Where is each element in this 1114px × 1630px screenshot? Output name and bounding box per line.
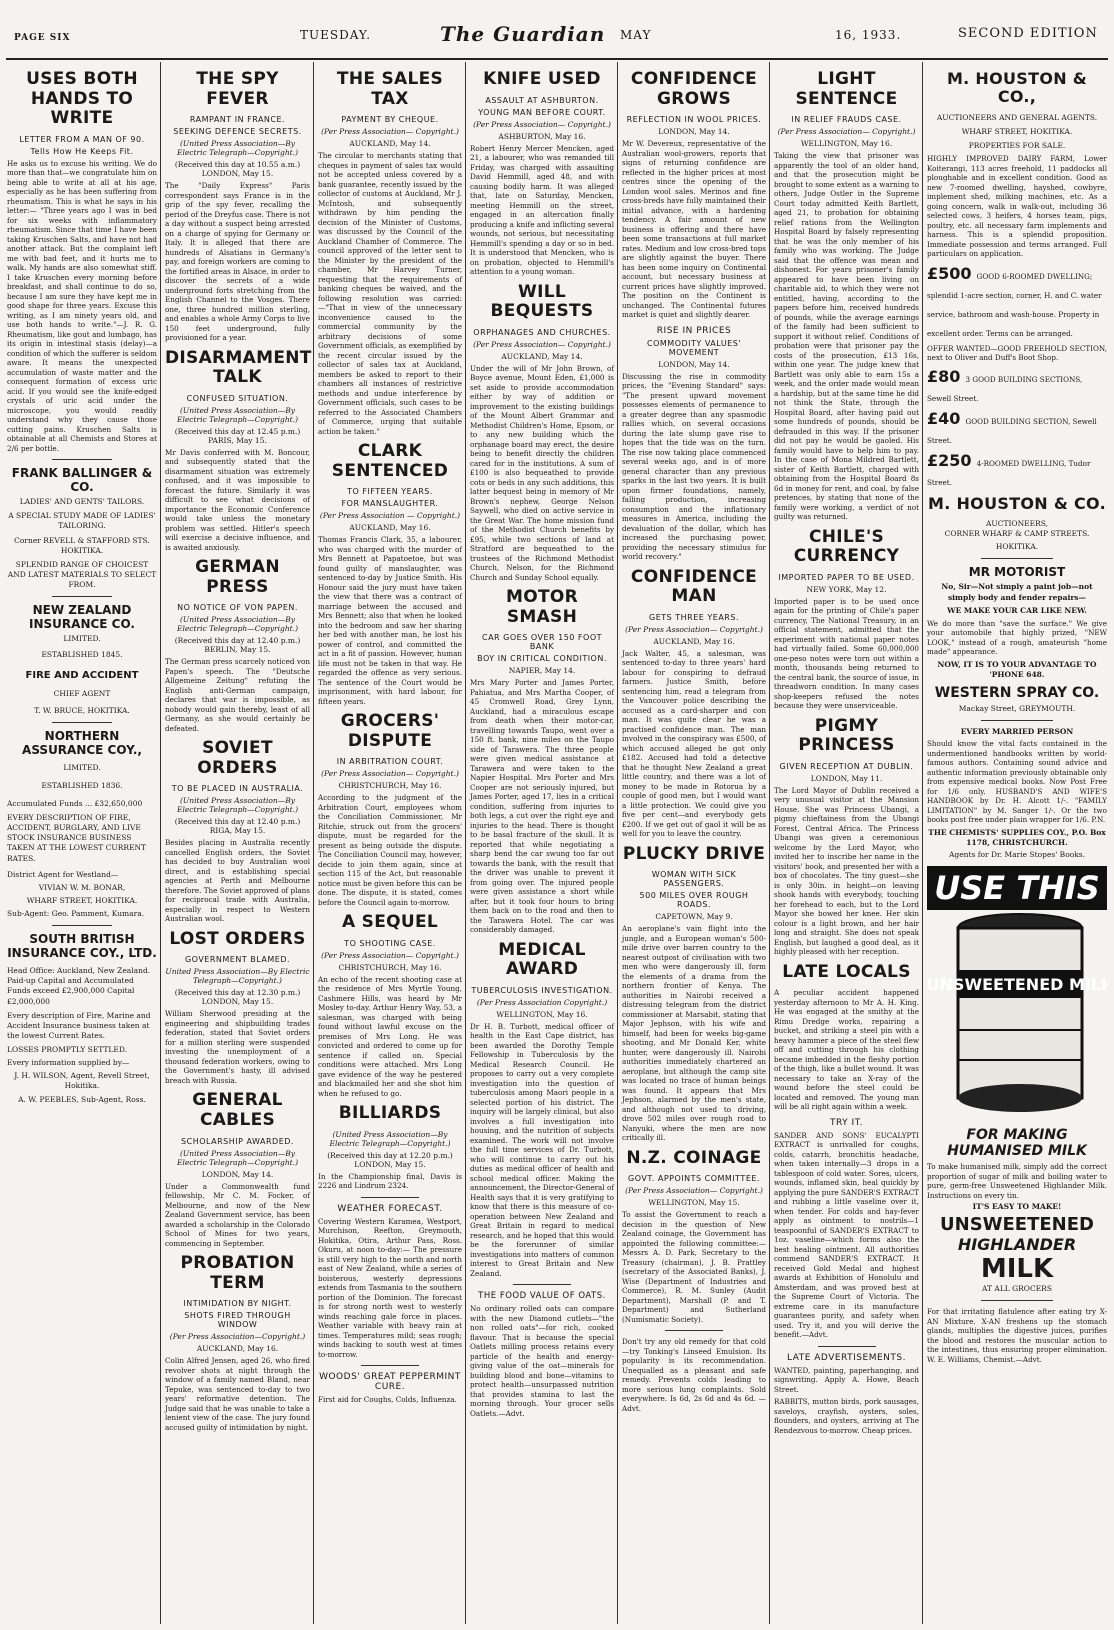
dateline: (Received this day at 12.45 p.m.) PARIS, May 15.: [174, 426, 301, 445]
article-body: Imported paper is to be used once again for the printing of Chile's paper currency, The National Treasury, in an official statement, admitted that the experiment with national paper notes had virtually failed. Some 60,000,000 one-peso notes were torn out within a month, thousands being returned to the central bank, the source of issue, in threadworn condition. In many cases shop-keepers refused the notes because they were unserviceable.: [774, 596, 919, 711]
subheading: WOMAN WITH SICK PASSENGERS.: [651, 870, 737, 889]
headline: CLARK SENTENCED: [331, 441, 449, 481]
masthead-month: MAY: [620, 28, 652, 42]
masthead-day: TUESDAY.: [300, 28, 372, 42]
subheading: PAYMENT BY CHEQUE.: [341, 115, 439, 125]
headline: LIGHT SENTENCE: [795, 69, 898, 109]
ad-line: WE MAKE YOUR CAR LIKE NEW.: [947, 605, 1087, 615]
subheading: REFLECTION IN WOOL PRICES.: [626, 115, 762, 125]
headline: BILLIARDS: [338, 1103, 442, 1124]
credit: (Per Press Association— Copyright.): [321, 769, 459, 779]
headline: THE SPY FEVER: [196, 69, 279, 109]
ad-line: EVERY DESCRIPTION OF FIRE, ACCIDENT, BURGLARY, AND LIVE STOCK INSURANCE BUSINESS TAKEN AT THE LOWEST CURRENT RATES.: [7, 813, 147, 863]
ad-line: THE CHEMISTS' SUPPLIES COY., P.O. Box 1178, CHRISTCHURCH.: [928, 827, 1106, 847]
subheading: SEEKING DEFENCE SECRETS.: [173, 127, 302, 137]
subheading: WOODS' GREAT PEPPERMINT CURE.: [319, 1372, 461, 1393]
credit: (United Press Association—By Electric Telegraph—Copyright.): [176, 796, 298, 815]
subheading: SHOTS FIRED THROUGH WINDOW: [184, 1311, 291, 1330]
separator: [818, 1346, 876, 1347]
dateline: AUCKLAND, May 16.: [196, 1344, 279, 1354]
ad-line: ESTABLISHED 1836.: [41, 780, 123, 790]
column-2: [162, 64, 313, 1624]
headline: PIGMY PRINCESS: [798, 715, 895, 756]
subheading: TO FIFTEEN YEARS.: [347, 487, 433, 497]
credit: (Per Press Association— Copyright.): [473, 119, 611, 129]
column-5: [619, 64, 769, 1624]
credit: (Per Press Association— Copyright.): [321, 950, 459, 960]
article-body: Covering Western Karamea, Westport, Murchison, Reefton, Greymouth, Hokitika, Otira, Arthur Pass, Ross. Okuru, at noon to-day:— The pressure is still very high to the north and north east of New Zealand, while a series of boisterous, westerly depressions extends from Tasmania to the southern portion of the Dominion. The forecast is for strong north west to westerly winds reaching gale force in places. Weather variable with heavy rain at times. Temperatures mild; seas rough; winds backing to south west at times to-morrow.: [318, 1216, 462, 1359]
ad-line: Every information supplied by—: [7, 1058, 130, 1068]
separator: [52, 925, 112, 926]
subheading: RISE IN PRICES: [656, 325, 732, 336]
column-divider: [160, 62, 161, 1624]
ad-line: Every description of Fire, Marine and Accident Insurance business taken at the lowest Current Rates.: [7, 1010, 151, 1040]
column-divider: [769, 62, 770, 1624]
ad-line: LIMITED.: [63, 634, 101, 644]
ad-line: WHARF STREET, HOKITIKA.: [961, 126, 1073, 136]
masthead-date: 16, 1933.: [835, 28, 902, 42]
dateline: (Received this day at 10.55 a.m.) LONDON, May 15.: [174, 160, 301, 179]
separator: [361, 1365, 419, 1366]
edition-label: SECOND EDITION: [958, 26, 1098, 41]
article-body: Under a Commonwealth fund fellowship, Mr C. M. Focker, of Melbourne, and now of the New Zealand Government service, has been awarded a scholarship in the Colorado School of Mines for two years, commencing in September.: [165, 1181, 310, 1248]
listing-text: GOOD 6-ROOMED DWELLING; splendid 1-acre section, corner, H. and C. water service, bathroom and wash-house. Property in excellent order. Terms can be arranged.: [927, 271, 1102, 338]
article-body: The German press scarcely noticed von Papen's speech. The "Deutsche Allgemeine Zeitung" refuting the English anti-German campaign, declares that war is impossible, as nobody would gain thereby, least of all Germany, as she would certainly be defeated.: [165, 657, 310, 733]
subheading: YOUNG MAN BEFORE COURT.: [478, 107, 606, 117]
classified-ad: RABBITS, mutton birds, pork sausages, saveloys, crayfish, oysters, soles, flounders, and oysters, arriving at The Rendezvous to-morrow. Cheap prices.: [774, 1397, 919, 1435]
article-body: SANDER AND SONS' EUCALYPTI EXTRACT is unrivalled for coughs, colds, catarrh, bronchitis headache, when taken internally—3 drops in a tablespoon of cold water. Sores, ulcers, wounds, inflamed skin, heal quickly by applying the pure SANDER'S EXTRACT and rubbing a little vaseline over it, when tender. For colds and hay-fever apply as ointment to nostrils—1 teaspoonful of SANDER'S EXTRACT to 1oz. vaseline—which forms also the best healing ointment. All authorities commend SANDER'S EXTRACT. It received Gold Medal and highest awards at Exhibition of Honolulu and Amsterdam, and was proved best at the Supreme Court of Victoria. The extreme care in its manufacture guarantees purity, and safety when used. Try it, and you will derive the benefit.—Advt.: [774, 1130, 919, 1340]
separator: [665, 1330, 723, 1331]
ad-line: Accumulated Funds ... £32,650,000: [7, 798, 143, 808]
subheading: THE FOOD VALUE OF OATS.: [478, 1291, 606, 1302]
separator: [361, 1197, 419, 1198]
ad-line: A. W. PEEBLES, Sub-Agent, Ross.: [18, 1094, 146, 1104]
subheading: WEATHER FORECAST.: [337, 1203, 443, 1214]
credit: (Per Press Association—Copyright.): [169, 1332, 306, 1342]
ad-line: AUCTIONEERS,: [985, 519, 1048, 529]
headline: CONFIDENCE MAN: [630, 566, 758, 607]
credit: (United Press Association—By Electric Telegraph—Copyright.): [176, 1148, 298, 1167]
subheading: ORPHANAGES AND CHURCHES.: [473, 327, 611, 337]
ad-line: No, Sir—Not simply a paint job—not simply body and fender repairs—: [941, 582, 1093, 602]
headline: THE SALES TAX: [336, 69, 444, 109]
ad-heading: NORTHERN ASSURANCE COY.,: [22, 728, 142, 757]
credit: (United Press Association—By Electric Telegraph—Copyright.): [329, 1129, 451, 1148]
headline: SOVIET ORDERS: [197, 738, 278, 778]
column-divider: [313, 62, 314, 1624]
headline: GROCERS' DISPUTE: [340, 711, 440, 751]
subheading: 500 MILES OVER ROUGH ROADS.: [639, 891, 749, 910]
credit: (Per Press Association— Copyright.): [625, 624, 763, 634]
subheading: GOVT. APPOINTS COMMITTEE.: [628, 1174, 760, 1184]
listing-text: GOOD BUILDING SECTION, Sewell Street.: [927, 416, 1097, 445]
article-body: Jack Walter, 45, a salesman, was sentenced to-day to three years' hard labour for conspiring to defraud farmers. Justice Smith, before sentencing him, read a telegram from the Vancouver police describing the accused as a card-sharper and con man. It was quite clear he was a practised confidence man. The man involved in the conspiracy was £500, of which accused alleged he got only £182. Accused had told a detective that he thought New Zealand a great little country, and there was a lot of money to be made in Rotorua by a couple of good men, but I would want a little protection. We could give you five per cent—and everybody gets £200. If we get out of gaol it will be as well for you to leave the country.: [622, 648, 767, 839]
headline: CONFIDENCE GROWS: [630, 69, 758, 109]
headline: A SEQUEL: [341, 912, 439, 933]
ad-line: Corner REVELL & STAFFORD STS. HOKITIKA.: [14, 535, 150, 555]
dateline: (Received this day at 12.20 p.m.) LONDON, May 15.: [327, 1150, 453, 1169]
price: £250: [927, 450, 972, 470]
headline: LOST ORDERS: [169, 928, 306, 949]
subheading: RAMPANT IN FRANCE.: [189, 115, 286, 125]
dateline: CAPETOWN, May 9.: [655, 912, 733, 922]
article-body: The Lord Mayor of Dublin received a very unusual visitor at the Mansion House. She was Princess Ubangi, a pigmy chieftainess from the Ubangi Forest, Central Africa. The Princess Ubangi was given a ceremonious welcome by the Lord Mayor, who invited her to inscribe her name in the visitors' book, and presented her with a box of chocolates. The tiny guest—she is only 30in. in height—on leaving shook hands with everybody, touching her forehead to each, but to the Lord Mayor she bowed her knee. Her skin colour is a light brown, and her hair long and straight. She does not speak English, but laughed a good deal, as it highly pleased with her reception.: [774, 785, 919, 957]
article-body: Besides placing in Australia recently cancelled English orders, the Soviet has decided to buy Australian wool direct, and is establishing special agencies at Perth and Melbourne therefore. The Soviet approved of plans for reciprocal trade with Australia, especially in respect to Western Australian wool.: [165, 838, 310, 924]
classified-ad: WANTED, painting, paperhanging, and signwriting. Apply A. Howe, Beach Street.: [774, 1365, 919, 1394]
price: £40: [927, 408, 961, 428]
headline: PROBATION TERM: [180, 1253, 295, 1293]
headline: WILL BEQUESTS: [490, 281, 594, 322]
ad-banner: USE THIS: [934, 869, 1100, 908]
newspaper-title: The Guardian: [440, 22, 606, 46]
ad-body: HIGHLY IMPROVED DAIRY FARM, Lower Koiterangi, 113 acres freehold, 11 paddocks all ploughable and in excellent condition. Good as new 7-roomed dwelling, hayshed, cowbyre, implement shed, milking machines, etc. As a going concern, walk in walk-out, including 36 selected cows, 3 heifers, 4 horses team, pigs, poultry, etc. all necessary farm implements and harness. This is a splendid proposition. Immediate possession and terms arranged. Full particulars on application.: [927, 154, 1107, 259]
credit: (United Press Association—By Electric Telegraph—Copyright.): [176, 405, 298, 424]
article-body: Colin Alfred Jensen, aged 26, who fired revolver shots at night through the window of a family named Bland, near Tepuke, was sentenced to-day to two years' reformative detention. The Judge said that he was unable to take a lenient view of the case. The jury found accused guilty of intimidation by night.: [165, 1356, 310, 1432]
headline: N.Z. COINAGE: [626, 1147, 762, 1168]
masthead: [0, 0, 1114, 62]
article-body: A peculiar accident happened yesterday afternoon to Mr A. H. King. He was engaged at the smithy at the Rimu Dredge works, repairing a bucket, and striking a steel pin with a heavy hammer a piece of the steel flew off and cutting through his clothing became imbedded in the fleshy portion of the thigh, like a bullet wound. It was necessary to take an X-ray of the wound before the steel could be located and removed. The young man will be all right again within a week.: [774, 988, 919, 1112]
headline: CHILE'S CURRENCY: [793, 526, 900, 567]
dateline: LONDON, May 11.: [810, 773, 883, 783]
credit: (Per Press Association — Copyright.): [319, 511, 461, 521]
article-body: According to the judgment of the Arbitration Court, employees whom the Conciliation Commissioner, Mr Ritchie, struck out from the grocers' dispute, must be regarded for the present as being outside the dispute. The Conciliation Council may, however, decide to join them again, since at section 115 of the Act, but reasonable notice must be given before this can be done. The dispute, it is stated, comes before the Council again to-morrow.: [318, 793, 462, 907]
subheading: TO SHOOTING CASE.: [344, 938, 436, 948]
headline: MEDICAL AWARD: [498, 939, 586, 980]
headline: MOTOR SMASH: [505, 587, 578, 627]
article-body: William Sherwood presiding at the engineering and shipbuilding trades federation, stated that Soviet orders for a million sterling were suspended investing the unemployment of a thousand federation workers, owing to the Government's hasty, ill advised breach with Russia.: [165, 1009, 310, 1085]
credit: (Per Press Association— Copyright.): [777, 127, 916, 137]
article-body: Under the will of Mr John Brown, of Boyce avenue, Mount Eden, £1,000 is set aside to provide accommodation either by way of addition or improvement to the existing buildings of the Mount Albert Grammar and Methodist Children's Home, Epsom, or to any new building which the orphanage board may erect, the desire being to benefit directly the children cared for in the institutions. A sum of £100 is also bequeathed to provide cots or beds in any such additions, this latter bequest being in memory of Mr Brown's nephew, George Nelson Saywell, who died on active service in the Great War. The home mission fund of the Methodist Church benefits by £95, while two sections of land at Stratford are bequeathed to the trustees of the Richmond Methodist Church, Nelson, for the Richmond Church and Sunday School equally.: [470, 363, 614, 582]
ad-line: LOSSES PROMPTLY SETTLED.: [7, 1045, 128, 1055]
article-body: Mrs Mary Porter and James Porter, Pahiatua, and Mrs Martha Cooper, of 45 Cromwell Road, Grey Lynn, Auckland, had a miraculous escape from death when their motor-car, travelling towards Taupo, went over a 150 ft. bank, nine miles on the Taupo side of Tarawera. The three people were given medical assistance at Tarawera and were taken to the Napier Hospital. Mrs Porter and Mrs Cooper are not seriously injured, but James Porter, aged 17, lies in a critical condition, suffering from injuries to both legs, a cut over the right eye and injuries to the head. There is thought to be basal fracture of the skull. It is reported that while negotiating a sharp bend the car swung too far out towards the bank, with the result that the driver was unable to prevent it from going over. The injured people were given assistance a short while after, but it took four hours to bring them back on to the road and then to the Tarawera Hotel. The car was considerably damaged.: [470, 678, 614, 935]
dateline: NAPIER, May 14.: [508, 666, 576, 676]
subheading: CAR GOES OVER 150 FOOT BANK: [481, 633, 602, 652]
listing-text: 3 GOOD BUILDING SECTIONS, Sewell Street.: [927, 374, 1083, 403]
ad-line: AT ALL GROCERS: [982, 1284, 1052, 1294]
credit: United Press Association—By Electric Telegraph—Copyright.): [165, 967, 310, 986]
dateline: AUCKLAND, May 14.: [501, 351, 583, 361]
property-listing: [927, 264, 1107, 340]
subheading: GOVERNMENT BLAMED.: [184, 955, 291, 965]
ad-body: OFFER WANTED—GOOD FREEHOLD SECTION, next to Oliver and Duff's Boot Shop.: [927, 343, 1107, 363]
separator: [981, 720, 1053, 721]
article-body: No ordinary rolled oats can compare with the new Diamond cutlets—"the non rolled oats"—for rich, cooked flavour. That is because the special Oatlets milling process retains every particle of the health and energy-giving value of the oat—minerals for building blood and bone—vitamins to protect health—unsurpassed nutrition that provides stamina to last the morning through. Your grocer sells Oatlets.—Advt.: [470, 1304, 614, 1418]
ad-body: To make humanised milk, simply add the correct proportion of sugar of milk and boiling water to pure, germ-free Unsweetened Highlander Milk. Instructions on every tin.: [927, 1162, 1107, 1200]
subheading: TO BE PLACED IN AUSTRALIA.: [171, 784, 304, 794]
subheading: NO NOTICE OF VON PAPEN.: [177, 603, 298, 613]
column-3: [315, 64, 465, 1624]
ad-line: District Agent for Westland—: [7, 869, 119, 879]
milk-ad-illustration: [927, 866, 1113, 1121]
ad-line: VIVIAN W. M. BONAR,: [38, 882, 126, 892]
subheading: CONFUSED SITUATION.: [186, 393, 289, 403]
subheading: FOR MANSLAUGHTER.: [341, 499, 439, 509]
subheading: TRY IT.: [830, 1117, 863, 1128]
article-body: Discussing the rise in commodity prices, the "Evening Standard" says: "The present upward movement possesses elements of permanence to a greater degree than any spasmodic rallies which, on several occasions during the late slump gave rise to hopes that the tide was on the turn. The rise now taking place commenced several weeks ago, and is of more general character than any previous sparks in the last two years. It is built upon firmer foundations, namely, falling production, increasing consumption and the inflationary measures in America, including the devaluation of the dollar, which has increased the purchasing power, providing the necessary stimulus for world recovery.": [622, 371, 766, 562]
ad-heading: M. HOUSTON & CO.: [928, 493, 1106, 513]
ad-line: LIMITED.: [63, 762, 101, 772]
dateline: (Received this day at 12.30 p.m.) LONDON, May 15.: [174, 988, 301, 1007]
ad-line: J. H. WILSON, Agent, Revell Street, Hokitika.: [14, 1071, 150, 1091]
ad-body: Should know the vital facts contained in the undermentioned handbooks written by world-famous authors. Containing sound advice and authentic information previously obtainable only from expensive medical books. Now Post Free for 1/6 only. HUSBAND'S AND WIFE'S HANDBOOK by Dr. H. Alcott 1/-. "FAMILY LIMITATION" by M. Sanger 1/-. Or the two books post free under plain wrapper for 1/6. P.N.: [927, 739, 1107, 825]
ad-heading: NEW ZEALAND INSURANCE CO.: [29, 603, 135, 632]
subheading: GETS THREE YEARS.: [649, 612, 739, 622]
column-1: [4, 64, 160, 1624]
price: £80: [927, 366, 961, 386]
subheading: IN ARBITRATION COURT.: [336, 757, 444, 767]
ad-line: SPLENDID RANGE OF CHOICEST AND LATEST MATERIALS TO SELECT FROM.: [7, 559, 157, 590]
separator: [513, 1284, 571, 1285]
article-body: Robert Henry Mercer Mencken, aged 21, a labourer, who was remanded till Friday, was charged with assaulting David Hemmill, aged 48, and with causing bodily harm. It was alleged that, late on Saturday, Mencken, meeting Hemmill on the street, engaged in an altercation finally producing a knife and inflicting several wounds, not serious, but necessitating Hemmill's spending a day or so in bed. It is understood that Mencken, who is on probation, objected to Hemmill's attention to a young woman.: [470, 143, 614, 277]
ad-line: T. W. BRUCE, HOKITIKA.: [34, 705, 130, 715]
subheading: BOY IN CRITICAL CONDITION.: [477, 654, 607, 664]
price: £500: [927, 263, 972, 283]
subheading: ASSAULT AT ASHBURTON.: [485, 95, 599, 105]
ad-heading: SOUTH BRITISH INSURANCE COY., LTD.: [7, 932, 157, 961]
ad-line: NOW, IT IS TO YOUR ADVANTAGE TO 'PHONE 648.: [937, 659, 1097, 679]
dateline: LONDON, May 14.: [658, 127, 730, 137]
ad-line: HOKITIKA.: [995, 542, 1039, 552]
credit: (Per Press Association— Copyright.): [321, 127, 459, 137]
article-body: Don't try any old remedy for that cold—try Tonking's Linseed Emulsion. Its popularity is its recommendation. Unequalled as a pleasant and safe remedy. Prevents colds leading to more serious lung complaints. Sold everywhere. Is 6d, 2s 6d and 4s 6d. —Advt.: [622, 1337, 766, 1413]
subheading: INTIMIDATION BY NIGHT.: [183, 1299, 292, 1309]
ad-heading: MILK: [980, 1254, 1054, 1285]
column-divider: [922, 62, 923, 1624]
column-4: [467, 64, 617, 1624]
headline: KNIFE USED: [483, 69, 601, 89]
can-label: UNSWEETENED MILK: [927, 975, 1113, 995]
masthead-rule: [6, 58, 1108, 60]
dateline: LONDON, May 14.: [658, 359, 730, 369]
separator: [981, 558, 1053, 559]
ad-line: WHARF STREET, HOKITIKA.: [26, 895, 138, 905]
article-body: First aid for Coughs, Colds, Influenza.: [318, 1395, 457, 1405]
headline: USES BOTH HANDS TO WRITE: [26, 69, 138, 129]
dateline: WELLINGTON, May 16.: [496, 1009, 588, 1019]
ad-line: A SPECIAL STUDY MADE OF LADIES' TAILORING.: [8, 511, 156, 531]
ad-line: Head Office: Auckland, New Zealand. Paid-up Capital and Accumulated Funds exceed £2,900,000 Capital £2,000,000: [7, 966, 151, 1006]
ad-line: ESTABLISHED 1845.: [41, 650, 123, 660]
dateline: AUCKLAND, May 14.: [349, 139, 431, 149]
subheading: IMPORTED PAPER TO BE USED.: [778, 572, 915, 582]
article-body: An echo of the recent shooting case at the residence of Mrs Myrtle Young, Cashmere Hills, was heard by Mr Mosley to-day. Arthur Henry Way, 53, a salesman, was charged with being found without lawful excuse on the premises of Mrs Long. He was convicted and ordered to come up for sentence if called on. Special conditions were attached. Mrs Long gave evidence of the way he pestered and blackmailed her and she shot him when he refused to go.: [318, 974, 462, 1098]
ad-heading: UNSWEETENED: [940, 1214, 1094, 1236]
dateline: CHRISTCHURCH, May 16.: [338, 962, 442, 972]
dateline: WELLINGTON, May 15.: [648, 1198, 740, 1208]
dateline: LONDON, May 14.: [201, 1169, 274, 1179]
subheading: COMMODITY VALUES' MOVEMENT: [647, 338, 741, 357]
article-body: Mr Davis conferred with M. Boncour, and subsequently stated that the disarmament situation was extremely confused, and it was impossible to forecast the future. Similarly it was difficult to see what decisions of importance the Economic Conference would take unless the monetary problem was settled. Hitler's speech will exercise a decisive influence, and is awaited anxiously.: [165, 447, 310, 552]
subheading: IN RELIEF FRAUDS CASE.: [791, 115, 902, 125]
headline: PLUCKY DRIVE: [622, 843, 766, 864]
ad-line: Mackay Street, GREYMOUTH.: [958, 704, 1076, 714]
headline: DISARMAMENT TALK: [165, 347, 312, 388]
ad-line: IT'S EASY TO MAKE!: [972, 1202, 1062, 1212]
dateline: (Received this day at 12.40 p.m.) BERLIN, May 15.: [174, 636, 301, 655]
ad-line: CORNER WHARF & CAMP STREETS.: [944, 529, 1090, 539]
separator: [52, 596, 112, 597]
column-divider: [465, 62, 466, 1624]
credit: (Per Press Association Copyright.): [476, 997, 608, 1007]
ad-line: Agents for Dr. Marie Stopes' Books.: [948, 850, 1085, 860]
dateline: AUCKLAND, May 16.: [349, 523, 431, 533]
credit: (United Press Association—By Electric Telegraph—Copyright.): [176, 139, 298, 158]
article-body: In the Championship final, Davis is 2226 and Lindrum 2324.: [318, 1171, 462, 1191]
subheading: LETTER FROM A MAN OF 90.: [19, 134, 145, 144]
property-listing: [927, 409, 1107, 447]
ad-line: CHIEF AGENT: [53, 689, 111, 699]
credit: (Per Press Association— Copyright.): [473, 339, 611, 349]
listing-text: 4-ROOMED DWELLING, Tudor Street.: [927, 458, 1091, 487]
article-body: Thomas Francis Clark, 35, a labourer, who was charged with the murder of Mrs Bennett at Papatoetoe, but was found guilty of manslaughter, was sentenced to-day by Justice Smith. His Honour said the jury must have taken the view that there was a contract of marriage between the accused and Mrs Bennett; also that when he looked into the bedroom and saw her sharing her bed with another man, he lost his power of control, and committed the act in a fit of passion. However, human life must not be taken in that way. He regarded the offence as very serious. The sentence of the Court would be imprisonment, with hard labour, for fifteen years.: [318, 535, 462, 706]
ad-heading: EVERY MARRIED PERSON: [960, 727, 1074, 737]
property-listing: [927, 451, 1107, 489]
article-body: Taking the view that prisoner was apparently the tool of an older hand, and that the prosecution might be brought to some extent as a warning to others, Judge Ostler in the Supreme Court today admitted Keith Bartlett, aged 21, to probation for obtaining relief rations from the Wellington Hospital Board by falsely representing that he was the only member of his family who was working. The Judge said that the offence was mean and dishonest. For years prisoner's family appeared to have been living on charitable aid, to which they were not entitled, having, according to the papers before him, received hundreds of pounds, while the average earnings of the family had been sufficient to support it without relief. Conditions of probation were that prisoner pay the costs of the prosecution, £13 16s, within one year. The judge knew that Bartlett was only able to earn 15s a week, and the order made would mean a hardship, but at the same time he did not think the State, through the Hospital Board, after having paid out some hundreds of pounds, should be defrauded in this way. If the prisoner did not pay he would be gaoled. His family would have to help him to pay. In the case of Mona Mildred Bartlett, sister of Keith Bartlett, charged with obtaining from the Hospital Board 8s 6d in money for rent, and coal, by false pretences, by stating that none of the family were working, a verdict of not guilty was returned.: [774, 151, 919, 522]
separator: [52, 722, 112, 723]
credit: (United Press Association—By Electric Telegraph—Copyright.): [176, 615, 298, 634]
separator: [52, 459, 112, 460]
separator: [981, 1300, 1053, 1301]
article-body: To assist the Government to reach a decision in the question of New Zealand coinage, the Government has appointed the following committee:—Messrs A. D. Park, Secretary to the Treasury (chairman), J. B. Prattley (secretary of the Associated Banks), J. Wise (Department of Industries and Commerce), R. M. Sunley (Audit Department), Marshall (P. and T. Department) and Sutherland (Numismatic Society).: [622, 1210, 766, 1324]
subheading: GIVEN RECEPTION AT DUBLIN.: [779, 761, 914, 771]
ad-line: Sub-Agent: Geo. Pamment, Kumara.: [7, 909, 145, 919]
subheading: Tells How He Keeps Fit.: [30, 146, 134, 156]
ad-heading: M. HOUSTON & CO.,: [946, 69, 1088, 107]
column-7: [924, 64, 1113, 1624]
ad-heading: WESTERN SPRAY CO.: [934, 685, 1100, 702]
ad-body: For that irritating flatulence after eating try X-AN Mixture. X-AN freshens up the stomach glands, multiplies the digestive juices, purifies the blood and restores the muscular action to the intestines, thus ensuring proper elimination. W. E. Williams, Chemist.—Advt.: [927, 1307, 1107, 1364]
property-listing: [927, 367, 1107, 405]
dateline: NEW YORK, May 12.: [806, 584, 887, 594]
article-body: The "Daily Express" Paris correspondent says France is in the grip of the spy fever, recalling the period of the Dreyfus case. There is not a day without a suspect being arrested on a charge of spying for Germany or Italy. It is alleged that there are hundreds of Alsatians in Germany's pay, and foreign workers are coming to the fortified areas in Alsace, in order to discover the secrets of a wide underground forts stretching from the English Channel to the Vosges. There one, three hundred million sterling, and enables a whole Army Corps to live 150 feet underground, fully provisioned for a year.: [165, 181, 310, 343]
credit: (Per Press Association— Copyright.): [625, 1186, 763, 1196]
dateline: WELLINGTON, May 16.: [800, 139, 893, 149]
ad-line: LADIES' AND GENTS' TAILORS.: [19, 497, 145, 507]
subheading: LATE ADVERTISEMENTS.: [787, 1352, 906, 1363]
ad-heading: MR MOTORIST: [968, 565, 1066, 580]
column-6: [771, 64, 922, 1624]
ad-body: We do more than "save the surface." We give your automobile that highly prized, "NEW LOOK," instead of a rough, amateurish "home made" appearance.: [927, 618, 1107, 657]
dateline: ASHBURTON, May 16.: [498, 131, 586, 141]
subheading: TUBERCULOSIS INVESTIGATION.: [471, 985, 613, 995]
milk-can-icon: [927, 910, 1113, 1121]
subheading: SCHOLARSHIP AWARDED.: [181, 1136, 294, 1146]
ad-heading: HIGHLANDER: [957, 1235, 1077, 1255]
headline: GENERAL CABLES: [192, 1090, 283, 1130]
dateline: CHRISTCHURCH, May 16.: [338, 781, 442, 791]
article-body: Mr W. Devereux, representative of the Australian wool-growers, reports that signs of returning confidence are reflected in the higher prices at most centres since the opening of the London wool sales. Merinos and fine cross-breds have fully maintained their initial advance, with a hardening tendency. A fair amount of new business is offering and there have been some transactions at full market rates. Medium and low cross-bred tops are slightly against the buyer. There has been some inquiry on Continental account, but necessary business at current prices have slightly improved. The position on the Continent is unchanged. The Continental futures market is quiet and slightly dearer.: [622, 139, 766, 320]
headline: GERMAN PRESS: [195, 557, 280, 597]
article-body: Dr H. B. Turbott, medical officer of health in the East Cape district, has been awarded the Dorothy Temple Fellowship in Tuberculosis by the Medical Research Council. He proposes to carry out a very complete investigation into the question of tuberculosis among Maori people in a selected portion of his district. The inquiry will be largely clinical, but also involves a full investigation into housing, and the nutrition of subjects examined. The work will not involve the full time services of Dr. Turbott, who will continue to carry out his duties as medical officer of health and school medical officer. Making the announcement, the Director-General of Health says that it is very gratifying to know that there is this measure of co-operation between New Zealand and Great Britain in regard to medical research, and he hoped that this would be the forerunner of similar investigations into matters of common interest to Great Britain and New Zealand.: [470, 1021, 614, 1278]
ad-line: AUCTIONEERS AND GENERAL AGENTS.: [936, 112, 1098, 122]
dateline: AUCKLAND, May 16.: [653, 636, 735, 646]
article-body: The circular to merchants stating that cheques in payment of sales tax would not be accepted unless covered by a bank guarantee, recently issued by the collector of customs at Auckland, Mr J. McIntosh, and subsequently withdrawn by him pending the decision of the Minister of Customs, was discussed by the Council of the Auckland Chamber of Commerce. The council approved of the letter sent to the Minister by the president of the chamber, Mr Harvey Turner, requesting that the requirements of banking cheques be waived, and the following resolution was carried:—"That in view of the unnecessary inconvenience caused to the commercial community by the arbitrary decisions of some Government officials, as exemplified by the recent circular issued by the collector of sales tax at Auckland, members be asked to report to their chambers all instances of restrictive methods and undue interference by Government officials, such cases to be referred to the Associated Chambers of Commerce, urging that suitable action be taken.": [318, 151, 462, 436]
ad-heading: FOR MAKING HUMANISED MILK: [947, 1127, 1087, 1160]
page-number: PAGE SIX: [14, 33, 71, 43]
ad-heading: FRANK BALLINGER & CO.: [11, 466, 153, 495]
ad-line: PROPERTIES FOR SALE.: [968, 141, 1066, 151]
column-divider: [617, 62, 618, 1624]
headline: LATE LOCALS: [782, 961, 911, 982]
article-body: He asks us to excuse his writing. We do more than that—we congratulate him on being able to write at all at his age, especially as he has been suffering from rheumatism. This is what he says in his letter:— "Three years ago I was in bed for six weeks with inflammatory rheumatism. Since that time I have been taking Kruschen Salts, and have not had another attack. But the complaint left me with bad feet, and it hurts me to walk. My hands are also somewhat stiff. I take Kruschen every morning before breakfast, and shall continue to do so, because I am sure they have kept me in good shape for three years. Excuse this writing, as I am ninety years old, and use both hands to write."—J. R. G. Rheumatism, like gout and lumbago, has its origin in intestinal stasis (delay)—a condition of which the sufferer is seldom aware. It means the unexpected accumulation of waste matter and the consequent formation of excess uric acid. If you would see the knife-edged crystals of uric acid under the microscope, you would readily understand why they cause those cutting pains. Kruschen Salts is obtainable at all Chemists and Stores at 2/6 per bottle.: [7, 158, 157, 453]
dateline: (Received this day at 12.40 p.m.) RIGA, May 15.: [174, 817, 301, 836]
ad-line: FIRE AND ACCIDENT: [25, 670, 139, 682]
article-body: An aeroplane's vain flight into the jungle, and a European woman's 500-mile drive over barren country to the nearest outpost of civilisation with two men who were dangerously ill, form the elements of a drama from the northern frontier of Kenya. The authorities in Nairobi received a distressing telegram from the district commissioner at Marsabit, stating that Major Jephson, with his wife and himself, had been for weeks big-game shooting, and Mr Donald Ker, white hunter, were dangerously ill. Nairobi authorities immediately chartered an aeroplane, but although the camp site was located no trace of human beings was found. It appears that Mrs Jephson, alarmed by the men's state, and although not used to driving, drove 502 miles over rough road to Nanyuki, where the men are now critically ill.: [622, 924, 766, 1143]
